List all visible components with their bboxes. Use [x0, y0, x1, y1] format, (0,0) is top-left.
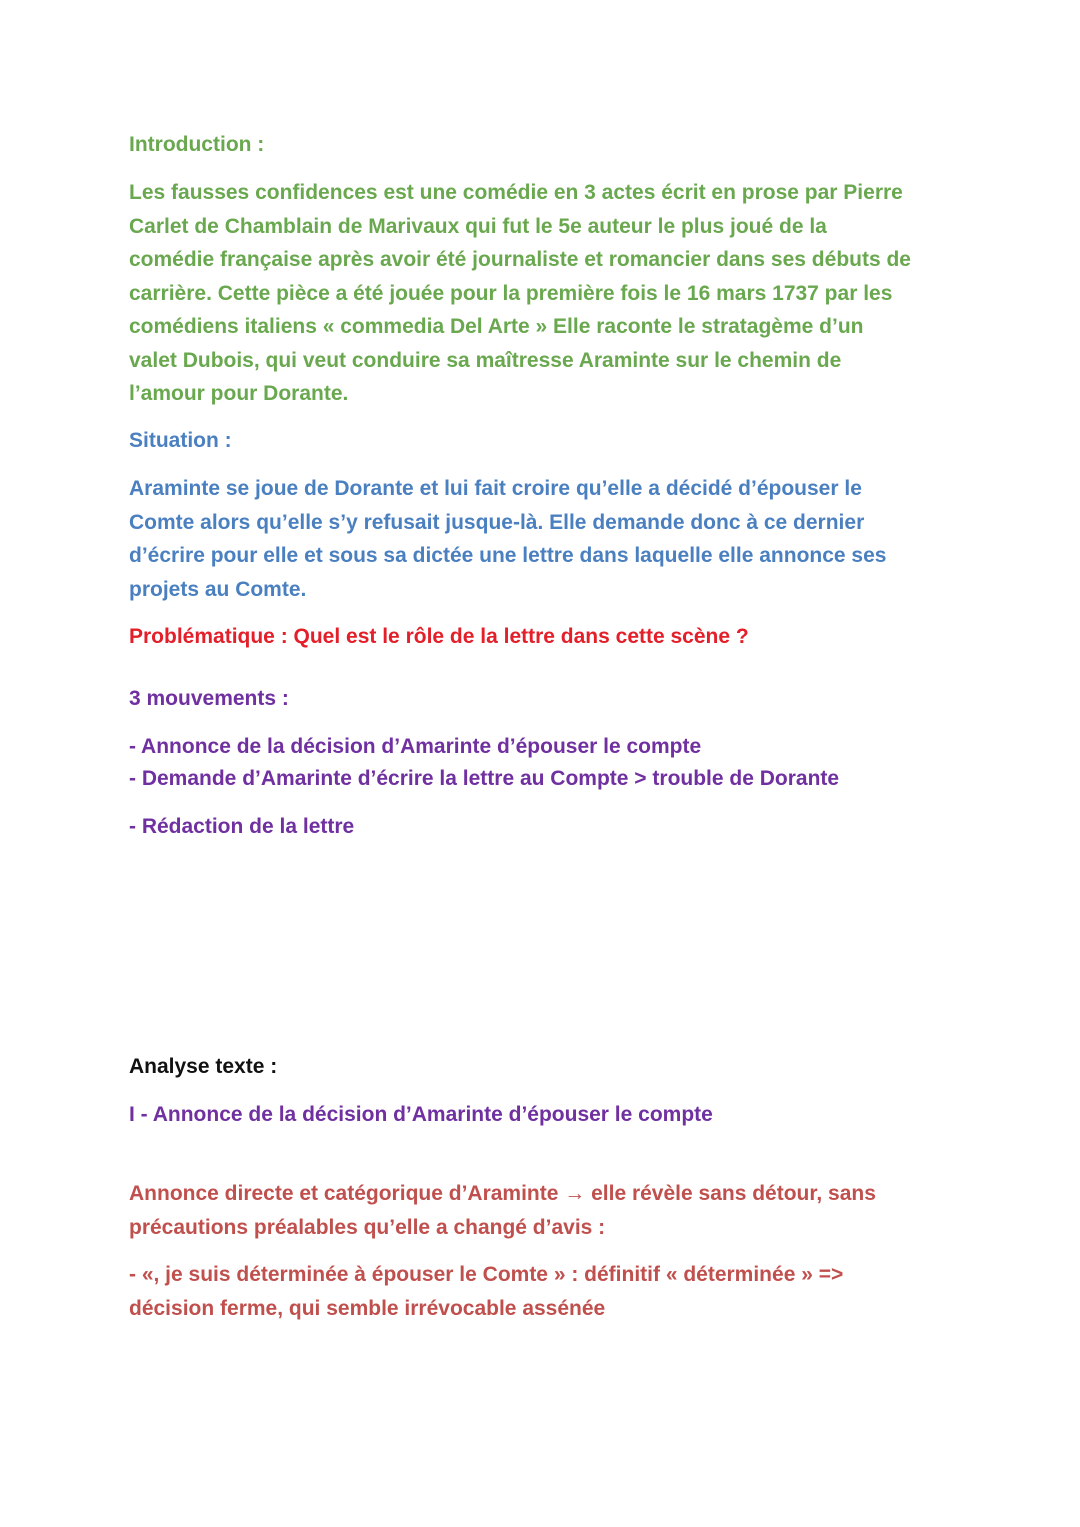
- analyse-line: Annonce directe et catégorique d’Araminte → elle révèle sans détour, sans: [129, 1182, 876, 1205]
- analyse-part1-title: I - Annonce de la décision d’Amarinte d’épouser le compte: [129, 1103, 713, 1126]
- analyse-line: précautions préalables qu’elle a changé d’avis :: [129, 1215, 606, 1239]
- analyse-line: décision ferme, qui semble irrévocable assénée: [129, 1296, 606, 1320]
- intro-line: carrière. Cette pièce a été jouée pour la première fois le 16 mars 1737 par les: [129, 281, 893, 305]
- intro-heading: Introduction :: [129, 133, 265, 156]
- intro-paragraph: [129, 176, 969, 411]
- mouvements-list: [129, 731, 969, 795]
- intro-line: Carlet de Chamblain de Marivaux qui fut le 5e auteur le plus joué de la: [129, 214, 827, 238]
- intro-line: l’amour pour Dorante.: [129, 382, 349, 405]
- intro-line: comédiens italiens « commedia Del Arte » Elle raconte le stratagème d’un: [129, 315, 864, 338]
- analyse-line: - «, je suis déterminée à épouser le Comte » : définitif « déterminée » =>: [129, 1263, 844, 1286]
- mouvements-list-last: [129, 810, 969, 844]
- analyse-heading: Analyse texte :: [129, 1055, 278, 1078]
- situation-line: d’écrire pour elle et sous sa dictée une lettre dans laquelle elle annonce ses: [129, 544, 887, 567]
- mouvements-heading: 3 mouvements :: [129, 687, 289, 710]
- mouvement-item: - Rédaction de la lettre: [129, 815, 355, 838]
- situation-paragraph: [129, 472, 969, 606]
- problematique: Problématique : Quel est le rôle de la lettre dans cette scène ?: [129, 625, 749, 648]
- analyse-paragraph-2: [129, 1258, 969, 1325]
- intro-line: valet Dubois, qui veut conduire sa maîtresse Araminte sur le chemin de: [129, 348, 842, 372]
- intro-line: Les fausses confidences est une comédie en 3 actes écrit en prose par Pierre: [129, 181, 903, 204]
- situation-line: projets au Comte.: [129, 577, 307, 601]
- analyse-paragraph-1: [129, 1177, 969, 1244]
- situation-line: Araminte se joue de Dorante et lui fait croire qu’elle a décidé d’épouser le: [129, 477, 862, 500]
- mouvement-item: - Annonce de la décision d’Amarinte d’épouser le compte: [129, 735, 702, 758]
- mouvement-item: - Demande d’Amarinte d’écrire la lettre au Compte > trouble de Dorante: [129, 767, 840, 790]
- intro-line: comédie française après avoir été journaliste et romancier dans ses débuts de: [129, 248, 911, 271]
- situation-heading: Situation :: [129, 429, 232, 452]
- situation-line: Comte alors qu’elle s’y refusait jusque-là. Elle demande donc à ce dernier: [129, 510, 865, 534]
